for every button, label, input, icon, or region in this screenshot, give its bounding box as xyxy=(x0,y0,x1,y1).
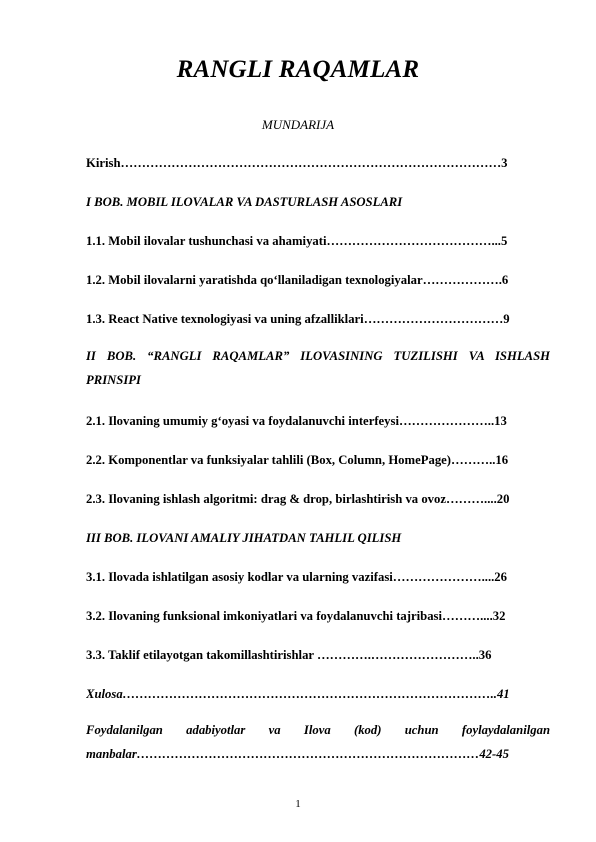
page-number: 1 xyxy=(295,798,301,810)
toc-references-line2: manbalar………………………………………………………………………42-45 xyxy=(86,747,509,761)
toc-entry-1-3: 1.3. React Native texnologiyasi va uning afzalliklari……………………………9 xyxy=(86,312,510,326)
toc-entry-2-2: 2.2. Komponentlar va funksiyalar tahlili (Box, Column, HomePage)………..16 xyxy=(86,453,509,467)
toc-entry-kirish: Kirish………………………………………………………………………………3 xyxy=(86,156,508,170)
toc-entry-3-1: 3.1. Ilovada ishlatilgan asosiy kodlar va ularning vazifasi…………………....26 xyxy=(86,570,507,584)
toc-entry-3-2: 3.2. Ilovaning funksional imkoniyatlari va foydalanuvchi tajribasi………....32 xyxy=(86,609,506,623)
toc-entry-references xyxy=(86,718,550,766)
toc-chapter-1: I BOB. MOBIL ILOVALAR VA DASTURLASH ASOSLARI xyxy=(86,195,403,209)
toc-chapter-2-text: II BOB. “RANGLI RAQAMLAR” ILOVASINING TUZILISHI VA ISHLASH PRINSIPI xyxy=(86,349,550,387)
toc-entry-3-3: 3.3. Taklif etilayotgan takomillashtirishlar ………….……………………..36 xyxy=(86,648,492,662)
toc-entry-2-3: 2.3. Ilovaning ishlash algoritmi: drag & drop, birlashtirish va ovoz………....20 xyxy=(86,492,510,506)
toc-heading: MUNDARIJA xyxy=(261,117,335,132)
toc-chapter-3: III BOB. ILOVANI AMALIY JIHATDAN TAHLIL QILISH xyxy=(86,531,402,545)
toc-references-line1: Foydalanilgan adabiyotlar va Ilova (kod) uchun foylaydalanilgan xyxy=(86,723,550,737)
toc-entry-1-1: 1.1. Mobil ilovalar tushunchasi va ahamiyati…………………………………...5 xyxy=(86,234,508,248)
toc-entry-xulosa: Xulosa……………………………………………………………………………..41 xyxy=(86,687,510,701)
document-title: RANGLI RAQAMLAR xyxy=(176,56,420,83)
toc-entry-1-2: 1.2. Mobil ilovalarni yaratishda qo‘llaniladigan texnologiyalar……………….6 xyxy=(86,273,509,287)
toc-entry-2-1: 2.1. Ilovaning umumiy g‘oyasi va foydalanuvchi interfeysi…………………..13 xyxy=(86,414,507,428)
toc-chapter-2 xyxy=(86,344,550,392)
